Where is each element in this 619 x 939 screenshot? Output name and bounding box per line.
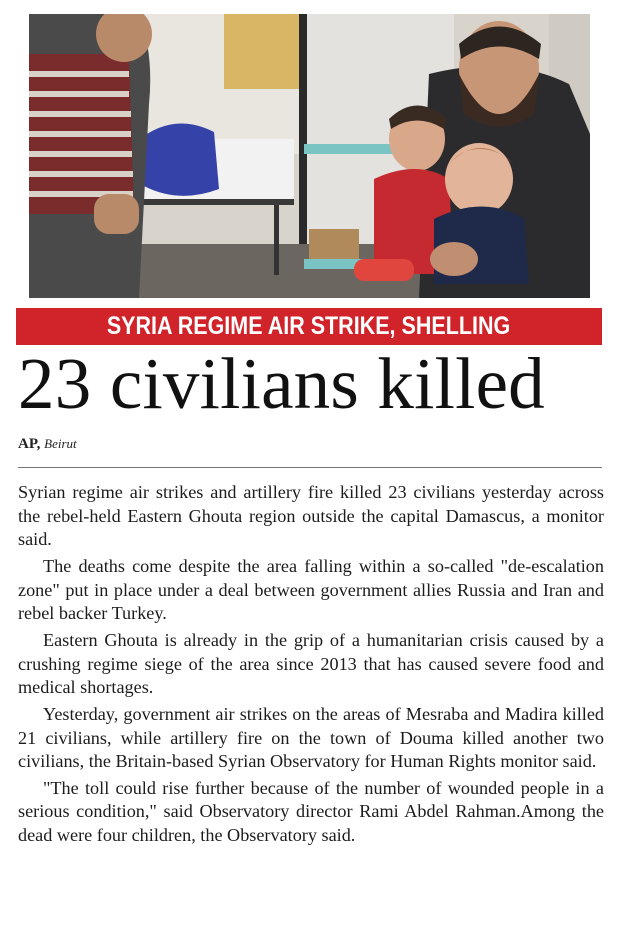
section-kicker bbox=[16, 308, 602, 345]
news-photo bbox=[29, 14, 590, 298]
article-paragraph: The deaths come despite the area falling within a so-called "de-escalation zone" put in place under a deal between government allies Russia and Iran and rebel backer Turkey. bbox=[18, 555, 604, 624]
article-paragraph: "The toll could rise further because of the number of wounded people in a serious condition," said Observatory director Rami Abdel Rahman.Among the dead were four children, the Observatory said. bbox=[18, 777, 604, 846]
article-paragraph: Syrian regime air strikes and artillery fire killed 23 civilians yesterday across the rebel-held Eastern Ghouta region outside the capital Damascus, a monitor said. bbox=[18, 482, 604, 550]
article-paragraph: Eastern Ghouta is already in the grip of a humanitarian crisis caused by a crushing regime siege of the area since 2013 that has caused severe food and medical shortages. bbox=[18, 629, 604, 698]
headline: 23 civilians killed bbox=[18, 343, 545, 424]
kicker-text: SYRIA REGIME AIR STRIKE, SHELLING bbox=[107, 312, 511, 340]
byline bbox=[18, 434, 77, 454]
byline-place: Beirut bbox=[44, 436, 77, 451]
article-body bbox=[18, 481, 604, 851]
photo-illustration-icon bbox=[29, 14, 590, 298]
divider bbox=[18, 467, 602, 468]
byline-agency: AP, bbox=[18, 436, 41, 452]
article-paragraph: Yesterday, government air strikes on the areas of Mesraba and Madira killed 21 civilians, while artillery fire on the town of Douma killed another two civilians, the Britain-based Syrian Observatory for Human Rights monitor said. bbox=[18, 703, 604, 772]
